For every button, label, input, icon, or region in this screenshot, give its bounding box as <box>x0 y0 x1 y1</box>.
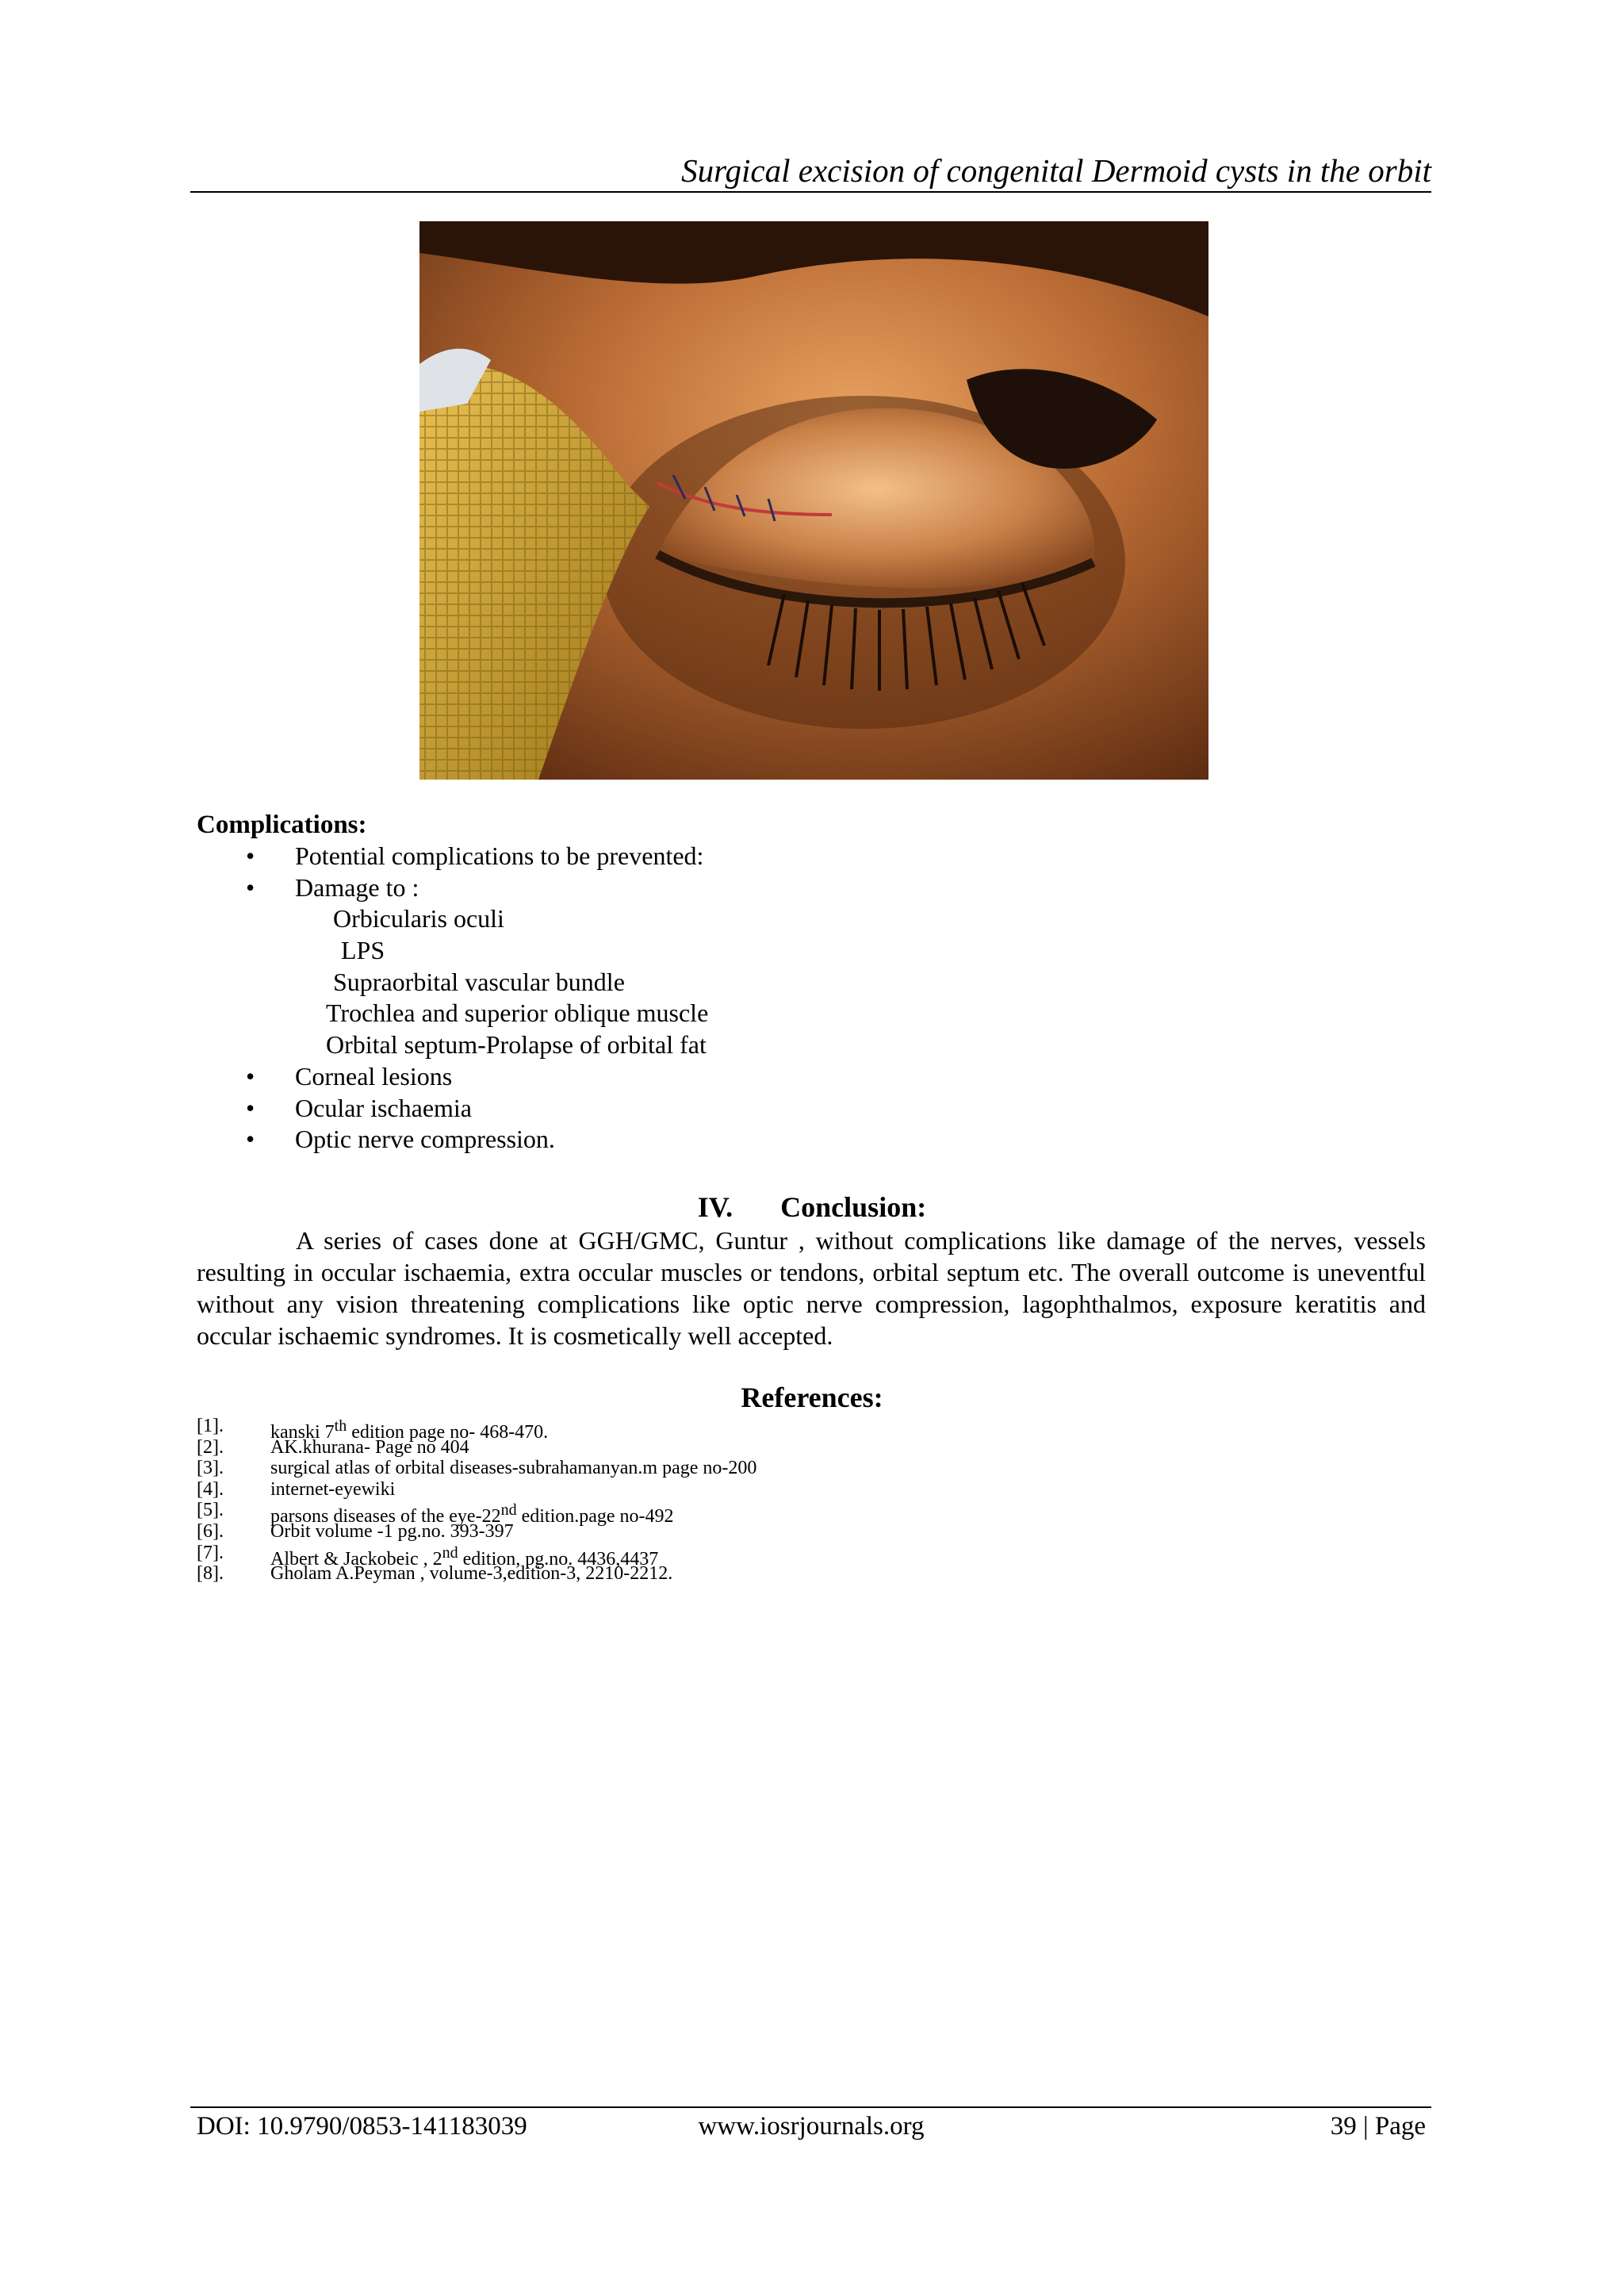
list-item: Trochlea and superior oblique muscle <box>326 999 709 1028</box>
section-number: IV. <box>697 1191 733 1223</box>
footer-rule <box>190 2106 1431 2108</box>
list-item: • Potential complications to be prevented: <box>0 841 1624 872</box>
conclusion-paragraph: A series of cases done at GGH/GMC, Guntur , without complications like damage of the nerves, vessels resulting in occular ischaemia, extra occular muscles or tendons, orbital septum etc. The overall outcome is uneventful without any vision threatening complications like optic nerve compression, lagophthalmos, exposure keratitis and occular ischaemic syndromes. It is cosmetically well accepted. <box>197 1226 1426 1350</box>
bullet: • <box>246 1061 255 1091</box>
running-header: Surgical excision of congenital Dermoid cysts in the orbit <box>681 152 1431 189</box>
list-item: • Damage to : <box>0 872 1624 904</box>
complications-heading: Complications: <box>197 811 367 839</box>
bullet: • <box>246 872 255 902</box>
eyelid-photo-illustration <box>419 221 1208 780</box>
bullet: • <box>246 841 255 870</box>
list-item: • Ocular ischaemia <box>0 1093 1624 1125</box>
header-rule <box>190 191 1431 193</box>
list-item: • Optic nerve compression. <box>0 1124 1624 1156</box>
references-heading: References: <box>741 1382 883 1413</box>
section-title: Conclusion: <box>780 1191 927 1223</box>
post-operative-eyelid-photo-icon <box>419 221 1208 780</box>
page-number: 39 | Page <box>1330 2112 1426 2141</box>
list-item: LPS <box>341 936 385 965</box>
list-item: Supraorbital vascular bundle <box>333 967 625 996</box>
list-item: Orbital septum-Prolapse of orbital fat <box>326 1030 707 1060</box>
journal-website: www.iosrjournals.org <box>698 2112 925 2141</box>
list-item: Orbicularis oculi <box>333 904 504 933</box>
complications-list <box>0 841 1624 1156</box>
bullet: • <box>246 1093 255 1122</box>
bullet: • <box>246 1125 255 1154</box>
list-item: • Corneal lesions <box>0 1061 1624 1093</box>
doi-text: DOI: 10.9790/0853-141183039 <box>197 2112 527 2141</box>
journal-page: Surgical excision of congenital Dermoid cysts in the orbit Complications: • Potential complications to be prevented: • Damage to : Orbicularis oculi LPS Supraorbital vascular bundle Trochlea and superior oblique muscle Orbital septum-Prolapse of orbital fat • Corneal lesions • Ocular ischaemia • Optic nerve compression. IV. Conclusion: A series of cases done at GGH/GMC, Guntur , without complications like damage of the nerves, vessels resulting in occular ischaemia, extra occular muscles or tendons, orbital septum etc. The overall outcome is uneventful without any vision threatening complications like optic nerve compression, lagophthalmos, exposure keratitis and occular ischaemic syndromes. It is cosmetically well accepted. References: [1]. kanski 7th edition page no- 468-470. [2]. AK.khurana- Page no 404 [3]. surgical atlas of orbital diseases-subrahamanyan.m page no-200 [4]. internet-eyewiki [5]. parsons diseases of the eye-22nd edition.page no-492 [6]. Orbit volume -1 pg.no. 393-397 [7]. Albert & Jackobeic , 2nd edition, pg.no. 4436,4437 [8]. Gholam A.Peyman , volume-3,edition-3, 2210-2212. DOI: 10.9790/0853-141183039 www.iosrjournals.org 39 | Page <box>0 0 1624 2296</box>
conclusion-heading <box>0 1190 1624 1225</box>
